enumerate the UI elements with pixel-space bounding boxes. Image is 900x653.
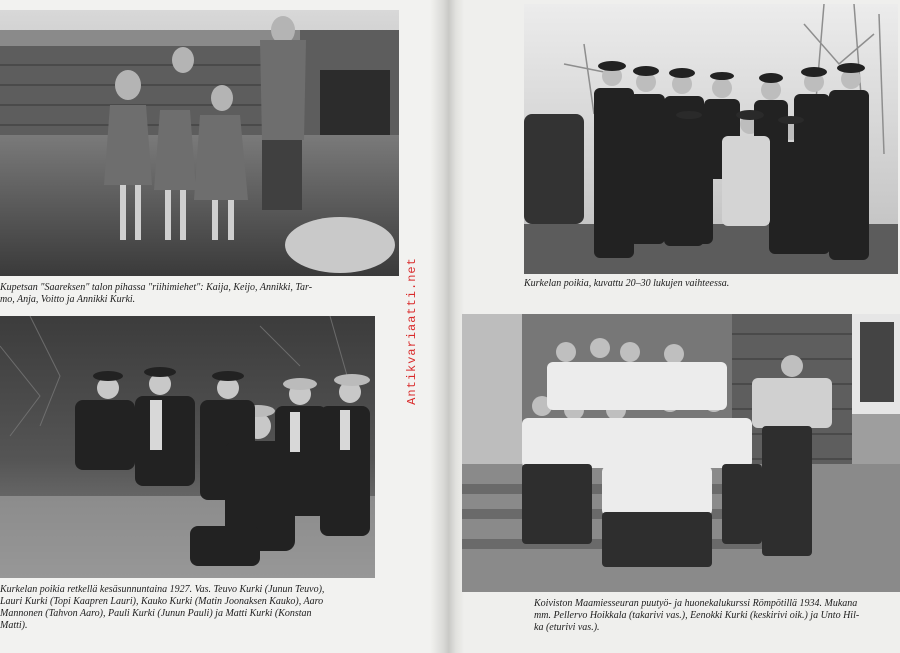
- watermark-text: [405, 246, 419, 416]
- caption-children-yard: Kupetsan "Saareksen" talon pihassa "riihimiehet": Kaija, Keijo, Annikki, Tar- mo, Anja, Voitto ja Annikki Kurki.: [0, 282, 313, 305]
- photo-men-group-standing: [524, 4, 898, 274]
- caption-men-picnic-1927: Kurkelan poikia retkellä kesäsunnuntaina 1927. Vas. Teuvo Kurki (Junun Teuvo), Lauri Kurki (Topi Kaapren Lauri), Kauko Kurki (Matin Joonaksen Kauko), Aaro Mannonen (Tahvon Aaro), Pauli Kurki (Junun Pauli) ja Matti Kurki (Konstan Matti).: [0, 584, 325, 631]
- watermark-label: Antikvariaatti.net: [405, 257, 419, 405]
- book-gutter: [430, 0, 464, 653]
- caption-men-group-standing: Kurkelan poikia, kuvattu 20–30 lukujen vaihteessa.: [524, 278, 730, 289]
- photo-men-picnic-1927: [0, 316, 375, 578]
- photo-course-1934: [462, 314, 900, 592]
- caption-course-1934: Koivisto​n Maamiesseuran puutyö- ja huonekalukurssi Römpötillä 1934. Mukana mm. Pellervo Hoikkala (takarivi vas.), Eenokki Kurki (keskirivi oik.) ja Unto Hil- ka (eturivi vas.).: [534, 598, 860, 633]
- photo-children-yard: [0, 10, 399, 276]
